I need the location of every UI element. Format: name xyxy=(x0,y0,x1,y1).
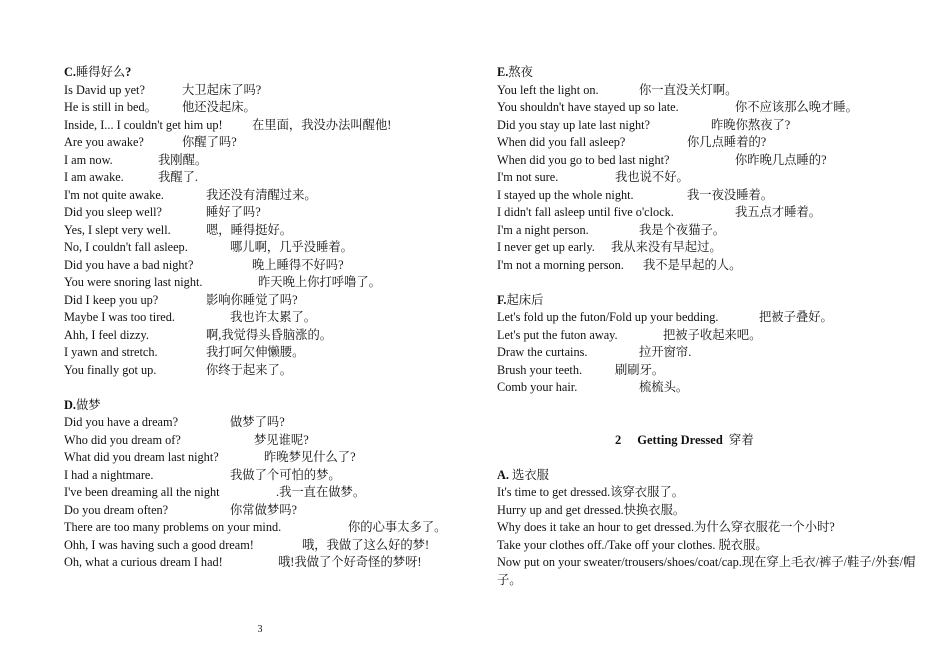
phrase-line: Hurry up and get dressed.快换衣服。 xyxy=(497,502,686,517)
english-phrase: Ohh, I was having such a good dream! xyxy=(64,537,254,552)
chinese-translation: 我不是早起的人。 xyxy=(643,257,742,272)
english-phrase: I'm not a morning person. xyxy=(497,257,624,272)
english-phrase: Draw the curtains. xyxy=(497,345,588,359)
chinese-translation: 我五点才睡着。 xyxy=(735,205,822,219)
section-f-heading: F.起床后 xyxy=(497,292,544,307)
phrase-line xyxy=(64,99,464,117)
english-phrase: You left the light on. xyxy=(497,82,599,97)
phrase-line xyxy=(64,239,464,257)
chinese-translation: 晚上睡得不好吗? xyxy=(252,257,344,272)
phrase-line xyxy=(64,484,464,502)
phrase-line xyxy=(64,309,464,327)
english-phrase: I stayed up the whole night. xyxy=(497,187,634,202)
phrase-line xyxy=(497,309,917,327)
phrase-line xyxy=(497,344,917,362)
chinese-translation: 睡好了吗? xyxy=(206,205,261,219)
english-phrase: Do you dream often? xyxy=(64,502,169,517)
phrase-line xyxy=(497,204,917,222)
chinese-translation: 梦见谁呢? xyxy=(254,432,309,447)
chinese-translation: 我刚醒。 xyxy=(158,152,208,167)
english-phrase: Ahh, I feel dizzy. xyxy=(64,327,149,342)
chinese-translation: 哦，我做了这么好的梦! xyxy=(302,537,430,552)
english-phrase: I didn't fall asleep until five o'clock. xyxy=(497,205,674,219)
phrase-line xyxy=(64,204,464,222)
phrase-line xyxy=(497,134,917,152)
page-number: 3 xyxy=(257,624,263,635)
section-d-heading: D.做梦 xyxy=(64,397,101,412)
chinese-translation: 我醒了. xyxy=(158,170,198,184)
section-c-heading: C.睡得好么? xyxy=(64,65,132,79)
chinese-translation: 我打呵欠伸懒腰。 xyxy=(206,345,305,359)
phrase-line xyxy=(64,327,464,345)
english-phrase: Did you stay up late last night? xyxy=(497,117,651,132)
chinese-translation: 把被子收起来吧。 xyxy=(663,327,762,342)
phrase-line xyxy=(497,169,917,187)
chinese-translation: 哪儿啊，几乎没睡着。 xyxy=(230,240,353,254)
english-phrase: I had a nightmare. xyxy=(64,467,154,482)
english-phrase: No, I couldn't fall asleep. xyxy=(64,240,188,254)
english-phrase: You finally got up. xyxy=(64,362,157,377)
english-phrase: Yes, I slept very well. xyxy=(64,222,171,237)
section-e-heading: E.熬夜 xyxy=(497,65,533,79)
english-phrase: I am now. xyxy=(64,152,113,167)
english-phrase: Are you awake? xyxy=(64,135,144,149)
chinese-translation: 我一夜没睡着。 xyxy=(687,187,774,202)
phrase-line xyxy=(497,362,917,380)
chinese-translation: 梳梳头。 xyxy=(639,380,689,394)
english-phrase: Oh, what a curious dream I had! xyxy=(64,555,223,569)
phrase-line xyxy=(64,449,464,467)
phrase-line xyxy=(497,99,917,117)
english-phrase: He is still in bed。 xyxy=(64,100,157,114)
phrase-line xyxy=(64,362,464,380)
english-phrase: There are too many problems on your mind. xyxy=(64,520,282,534)
chinese-translation: 我从来没有早起过。 xyxy=(611,240,722,254)
phrase-line xyxy=(497,257,917,275)
chinese-translation: 大卫起床了吗? xyxy=(182,82,262,97)
english-phrase: You shouldn't have stayed up so late. xyxy=(497,100,679,114)
chapter-chinese-title: 穿着 xyxy=(728,432,754,447)
english-phrase: I've been dreaming all the night xyxy=(64,485,220,499)
section-d-lines xyxy=(64,414,464,572)
chinese-translation: 做梦了吗? xyxy=(230,415,285,429)
chinese-translation: 你不应该那么晚才睡。 xyxy=(735,100,858,114)
chinese-translation: 把被子叠好。 xyxy=(759,310,833,324)
chinese-translation: 哦!我做了个好奇怪的梦呀! xyxy=(278,555,422,569)
english-phrase: I am awake. xyxy=(64,170,124,184)
english-phrase: Did I keep you up? xyxy=(64,292,159,307)
chinese-translation: 你昨晚几点睡的? xyxy=(735,152,827,167)
chinese-translation: 拉开窗帘. xyxy=(639,345,692,359)
chinese-translation: 刷刷牙。 xyxy=(615,362,665,377)
english-phrase: When did you fall asleep? xyxy=(497,135,626,149)
english-phrase: Did you have a dream? xyxy=(64,415,179,429)
chapter-title xyxy=(615,432,917,450)
chinese-translation: 我也许太累了。 xyxy=(230,310,317,324)
chinese-translation: 我也说不好。 xyxy=(615,170,689,184)
chinese-translation: 昨晚梦见什么了? xyxy=(264,450,356,464)
phrase-line xyxy=(64,467,464,485)
section-f-lines xyxy=(497,309,917,397)
english-phrase: You were snoring last night. xyxy=(64,275,203,289)
english-phrase: Let's put the futon away. xyxy=(497,327,618,342)
english-phrase: Brush your teeth. xyxy=(497,362,583,377)
english-phrase: Is David up yet? xyxy=(64,82,145,97)
english-phrase: When did you go to bed last night? xyxy=(497,152,670,167)
chinese-translation: 在里面，我没办法叫醒他! xyxy=(252,117,392,132)
english-phrase: Did you sleep well? xyxy=(64,205,163,219)
phrase-line xyxy=(64,169,464,187)
phrase-line xyxy=(64,519,464,537)
right-column xyxy=(497,64,917,589)
phrase-line: Why does it take an hour to get dressed.为什么穿衣服花一个小时? xyxy=(497,520,835,534)
english-phrase: Did you have a bad night? xyxy=(64,257,194,272)
chinese-translation: 昨天晚上你打呼噜了。 xyxy=(258,275,381,289)
phrase-line xyxy=(64,82,464,100)
english-phrase: Inside, I... I couldn't get him up! xyxy=(64,117,223,132)
english-phrase: Let's fold up the futon/Fold up your bedding. xyxy=(497,310,719,324)
section-e-lines xyxy=(497,82,917,275)
chinese-translation: 你常做梦吗? xyxy=(230,502,297,517)
chapter-english-title: Getting Dressed xyxy=(637,432,723,447)
phrase-line xyxy=(64,187,464,205)
english-phrase: Who did you dream of? xyxy=(64,432,181,447)
chinese-translation: 我是个夜猫子。 xyxy=(639,222,726,237)
english-phrase: Comb your hair. xyxy=(497,380,578,394)
phrase-line xyxy=(64,432,464,450)
chinese-translation: 我做了个可怕的梦。 xyxy=(230,467,341,482)
english-phrase: I yawn and stretch. xyxy=(64,345,158,359)
phrase-line xyxy=(64,257,464,275)
chinese-translation: 你一直没关灯啊。 xyxy=(639,82,738,97)
chinese-translation: 他还没起床。 xyxy=(182,100,256,114)
english-phrase: I'm not sure. xyxy=(497,170,559,184)
left-column xyxy=(64,64,464,572)
phrase-line xyxy=(497,187,917,205)
phrase-line xyxy=(497,82,917,100)
chinese-translation: 影响你睡觉了吗? xyxy=(206,292,298,307)
section-a-heading: A. 选衣服 xyxy=(497,467,549,482)
chinese-translation: 你的心事太多了。 xyxy=(348,520,447,534)
phrase-line xyxy=(64,292,464,310)
phrase-line xyxy=(64,134,464,152)
english-phrase: I'm not quite awake. xyxy=(64,187,164,202)
phrase-line xyxy=(64,414,464,432)
phrase-line xyxy=(497,117,917,135)
phrase-line xyxy=(497,239,917,257)
section-c-lines xyxy=(64,82,464,380)
chinese-translation: 我还没有清醒过来。 xyxy=(206,187,317,202)
chinese-translation: 你终于起来了。 xyxy=(206,362,293,377)
phrase-line xyxy=(497,379,917,397)
phrase-line xyxy=(497,327,917,345)
phrase-line: Take your clothes off./Take off your clothes. 脱衣服。 xyxy=(497,537,768,552)
phrase-line xyxy=(64,222,464,240)
phrase-line xyxy=(64,502,464,520)
english-phrase: Maybe I was too tired. xyxy=(64,310,175,324)
phrase-line xyxy=(64,117,464,135)
english-phrase: I never get up early. xyxy=(497,240,595,254)
chinese-translation: 昨晚你熬夜了? xyxy=(711,117,791,132)
phrase-line: It's time to get dressed.该穿衣服了。 xyxy=(497,485,684,499)
phrase-line xyxy=(64,554,464,572)
english-phrase: I'm a night person. xyxy=(497,222,589,237)
chinese-translation: 你醒了吗? xyxy=(182,135,237,149)
phrase-line xyxy=(64,344,464,362)
chinese-translation: .我一直在做梦。 xyxy=(276,485,366,499)
english-phrase: What did you dream last night? xyxy=(64,450,219,464)
phrase-line xyxy=(64,152,464,170)
phrase-line xyxy=(497,152,917,170)
phrase-line xyxy=(497,222,917,240)
phrase-line: Now put on your sweater/trousers/shoes/coat/cap.现在穿上毛衣/裤子/鞋子/外套/帽子。 xyxy=(497,555,916,587)
phrase-line xyxy=(64,274,464,292)
chinese-translation: 嗯，睡得挺好。 xyxy=(206,222,293,237)
chinese-translation: 啊,我觉得头昏脑涨的。 xyxy=(206,327,333,342)
chapter-number: 2 xyxy=(615,432,622,447)
phrase-line xyxy=(64,537,464,555)
section-a-lines xyxy=(497,484,917,589)
chinese-translation: 你几点睡着的? xyxy=(687,135,767,149)
